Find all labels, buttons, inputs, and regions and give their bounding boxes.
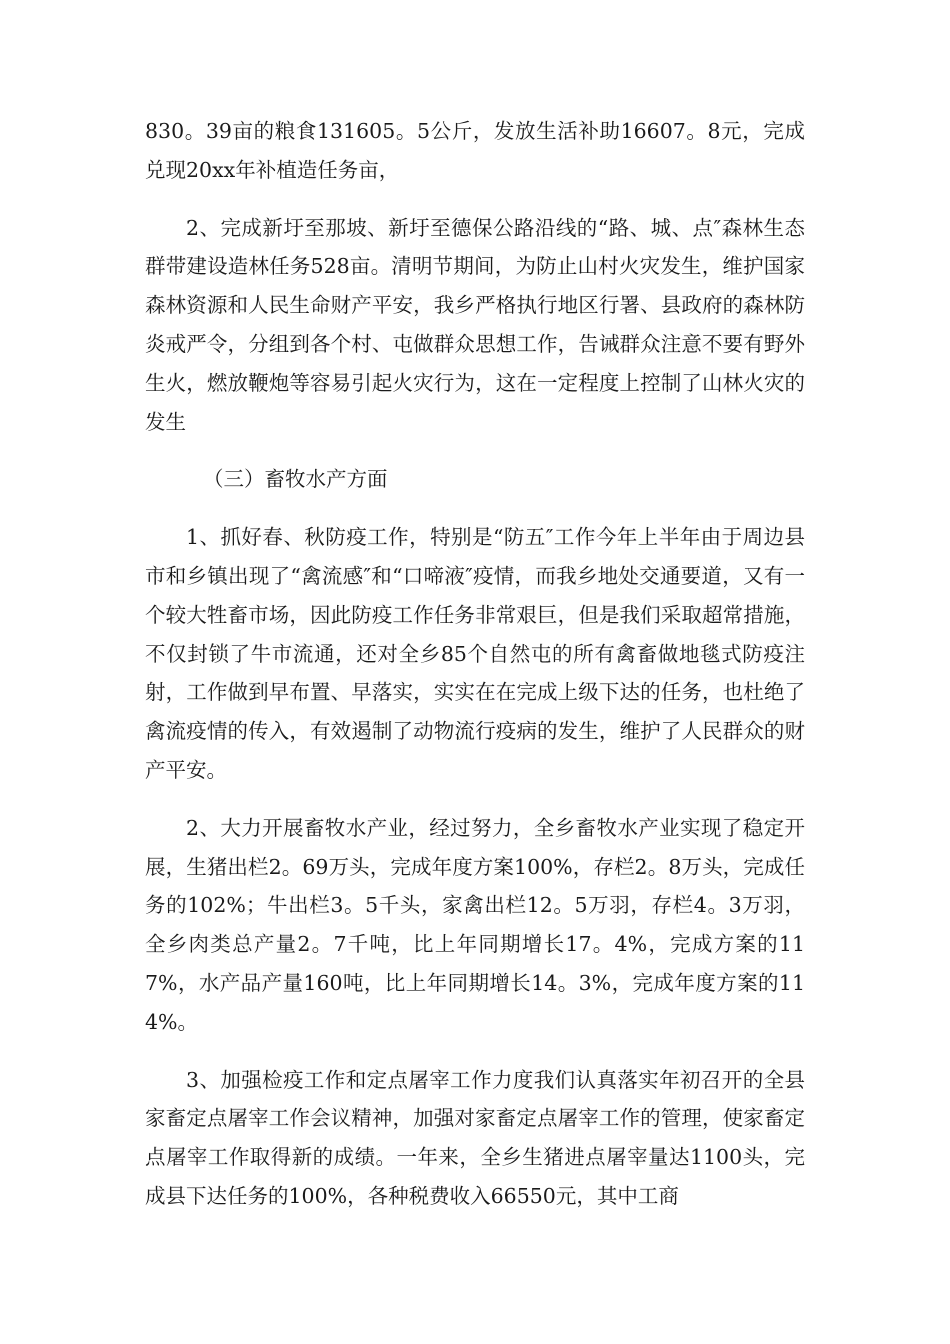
paragraph-livestock-output: 2、大力开展畜牧水产业，经过努力，全乡畜牧水产业实现了稳定开展，生猪出栏2。69万头，完成年度方案100%，存栏2。8万头，完成任务的102%；牛出栏3。5千头，家禽出栏12。5万羽，存栏4。3万羽，全乡肉类总产量2。7千吨，比上年同期增长17。4%，完成方案的117%，水产品产量160吨，比上年同期增长14。3%，完成年度方案的114%。 <box>145 815 805 1034</box>
paragraph-epidemic-prevention: 1、抓好春、秋防疫工作，特别是“防五″工作今年上半年由于周边县市和乡镇出现了“禽流感″和“口啼液″疫情，而我乡地处交通要道，又有一个较大牲畜市场，因此防疫工作任务非常艰巨，但是我们采取超常措施，不仅封锁了牛市流通，还对全乡85个自然屯的所有禽畜做地毯式防疫注射，工作做到早布置、早落实，实实在在完成上级下达的任务，也杜绝了禽流疫情的传入，有效遏制了动物流行疫病的发生，维护了人民群众的财产平安。 <box>145 525 805 782</box>
section-heading-livestock: （三）畜牧水产方面 <box>203 467 388 492</box>
paragraph-continuation: 830。39亩的粮食131605。5公斤，发放生活补助16607。8元，完成兑现20xx年补植造任务亩， <box>145 119 805 182</box>
paragraph-forest-belt: 2、完成新圩至那坡、新圩至德保公路沿线的“路、城、点″森林生态群带建设造林任务528亩。清明节期间，为防止山村火灾发生，维护国家森林资源和人民生命财产平安，我乡严格执行地区行署、县政府的森林防炎戒严令，分组到各个村、屯做群众思想工作，告诫群众注意不要有野外生火，燃放鞭炮等容易引起火灾行为，这在一定程度上控制了山林火灾的发生 <box>145 215 805 434</box>
paragraph-slaughter-inspection: 3、加强检疫工作和定点屠宰工作力度我们认真落实年初召开的全县家畜定点屠宰工作会议精神，加强对家畜定点屠宰工作的管理，使家畜定点屠宰工作取得新的成绩。一年来，全乡生猪进点屠宰量达1100头，完成县下达任务的100%，各种税费收入66550元，其中工商 <box>145 1067 805 1208</box>
document-page <box>145 112 805 1235</box>
